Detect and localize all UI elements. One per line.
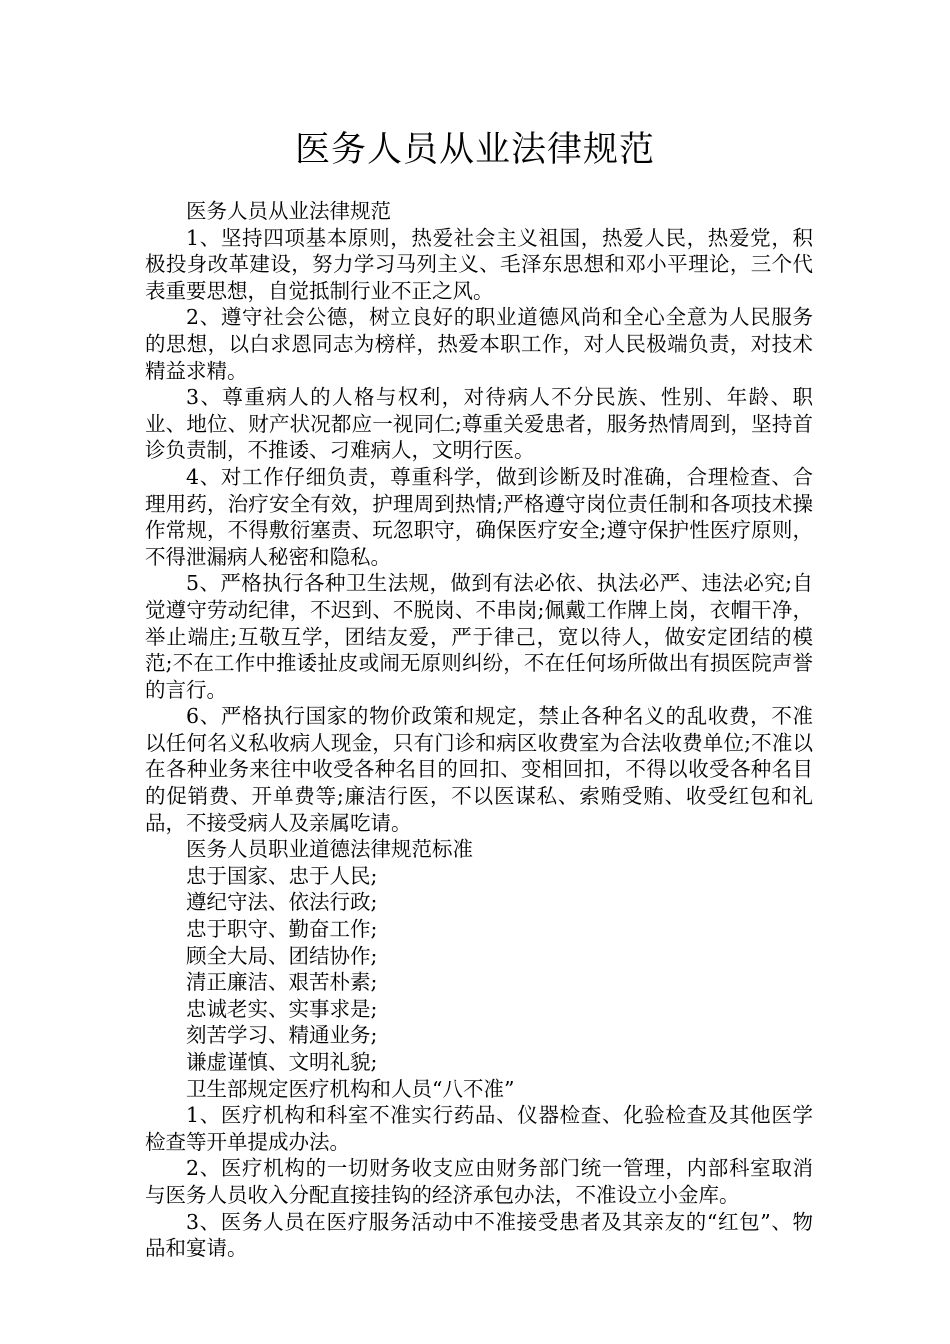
list-item: 遵纪守法、依法行政; xyxy=(186,890,378,915)
section-heading: 医务人员从业法律规范 xyxy=(186,199,391,223)
document-body xyxy=(145,198,813,1262)
list-item: 忠于国家、忠于人民; xyxy=(186,863,378,888)
paragraph: 1、医疗机构和科室不准实行药品、仪器检查、化验检查及其他医学检查等开单提成办法。 xyxy=(145,1103,813,1154)
document-title: 医务人员从业法律规范 xyxy=(294,130,655,170)
list-item: 忠诚老实、实事求是; xyxy=(186,996,378,1021)
paragraph: 2、医疗机构的一切财务收支应由财务部门统一管理，内部科室取消与医务人员收入分配直接挂钩的经济承包办法，不准设立小金库。 xyxy=(145,1156,813,1207)
section-heading: 卫生部规定医疗机构和人员“八不准” xyxy=(186,1076,515,1101)
paragraph: 2、遵守社会公德，树立良好的职业道德风尚和全心全意为人民服务的思想，以白求恩同志为榜样，热爱本职工作，对人民极端负责，对技术精益求精。 xyxy=(145,305,813,383)
section-heading: 医务人员职业道德法律规范标准 xyxy=(186,837,473,862)
paragraph: 1、坚持四项基本原则，热爱社会主义祖国，热爱人民，热爱党，积极投身改革建设，努力学习马列主义、毛泽东思想和邓小平理论，三个代表重要思想，自觉抵制行业不正之风。 xyxy=(145,225,813,303)
paragraph: 4、对工作仔细负责，尊重科学，做到诊断及时准确，合理检查、合理用药，治疗安全有效，护理周到热情;严格遵守岗位责任制和各项技术操作常规，不得敷衍塞责、玩忽职守，确保医疗安全;遵守保护性医疗原则，不得泄漏病人秘密和隐私。 xyxy=(145,464,813,569)
paragraph: 6、严格执行国家的物价政策和规定，禁止各种名义的乱收费，不准以任何名义私收病人现金，只有门诊和病区收费室为合法收费单位;不准以在各种业务来往中收受各种名目的回扣、变相回扣，不得以收受各种名目的促销费、开单费等;廉洁行医，不以医谋私、索贿受贿、收受红包和礼品，不接受病人及亲属吃请。 xyxy=(145,704,813,835)
paragraph: 5、严格执行各种卫生法规，做到有法必依、执法必严、违法必究;自觉遵守劳动纪律，不迟到、不脱岗、不串岗;佩戴工作牌上岗，衣帽干净，举止端庄;互敬互学，团结友爱，严于律己，宽以待人，做安定团结的模范;不在工作中推诿扯皮或闹无原则纠纷，不在任何场所做出有损医院声誉的言行。 xyxy=(145,571,813,702)
list-item: 清正廉洁、艰苦朴素; xyxy=(186,970,378,995)
paragraph: 3、医务人员在医疗服务活动中不准接受患者及其亲友的“红包”、物品和宴请。 xyxy=(145,1209,813,1261)
paragraph: 3、尊重病人的人格与权利，对待病人不分民族、性别、年龄、职业、地位、财产状况都应一视同仁;尊重关爱患者，服务热情周到，坚持首诊负责制，不推诿、刁难病人，文明行医。 xyxy=(145,385,813,463)
list-item: 刻苦学习、精通业务; xyxy=(186,1023,378,1048)
list-item: 忠于职守、勤奋工作; xyxy=(186,917,378,942)
list-item: 谦虚谨慎、文明礼貌; xyxy=(186,1050,378,1074)
list-item: 顾全大局、团结协作; xyxy=(186,943,378,968)
